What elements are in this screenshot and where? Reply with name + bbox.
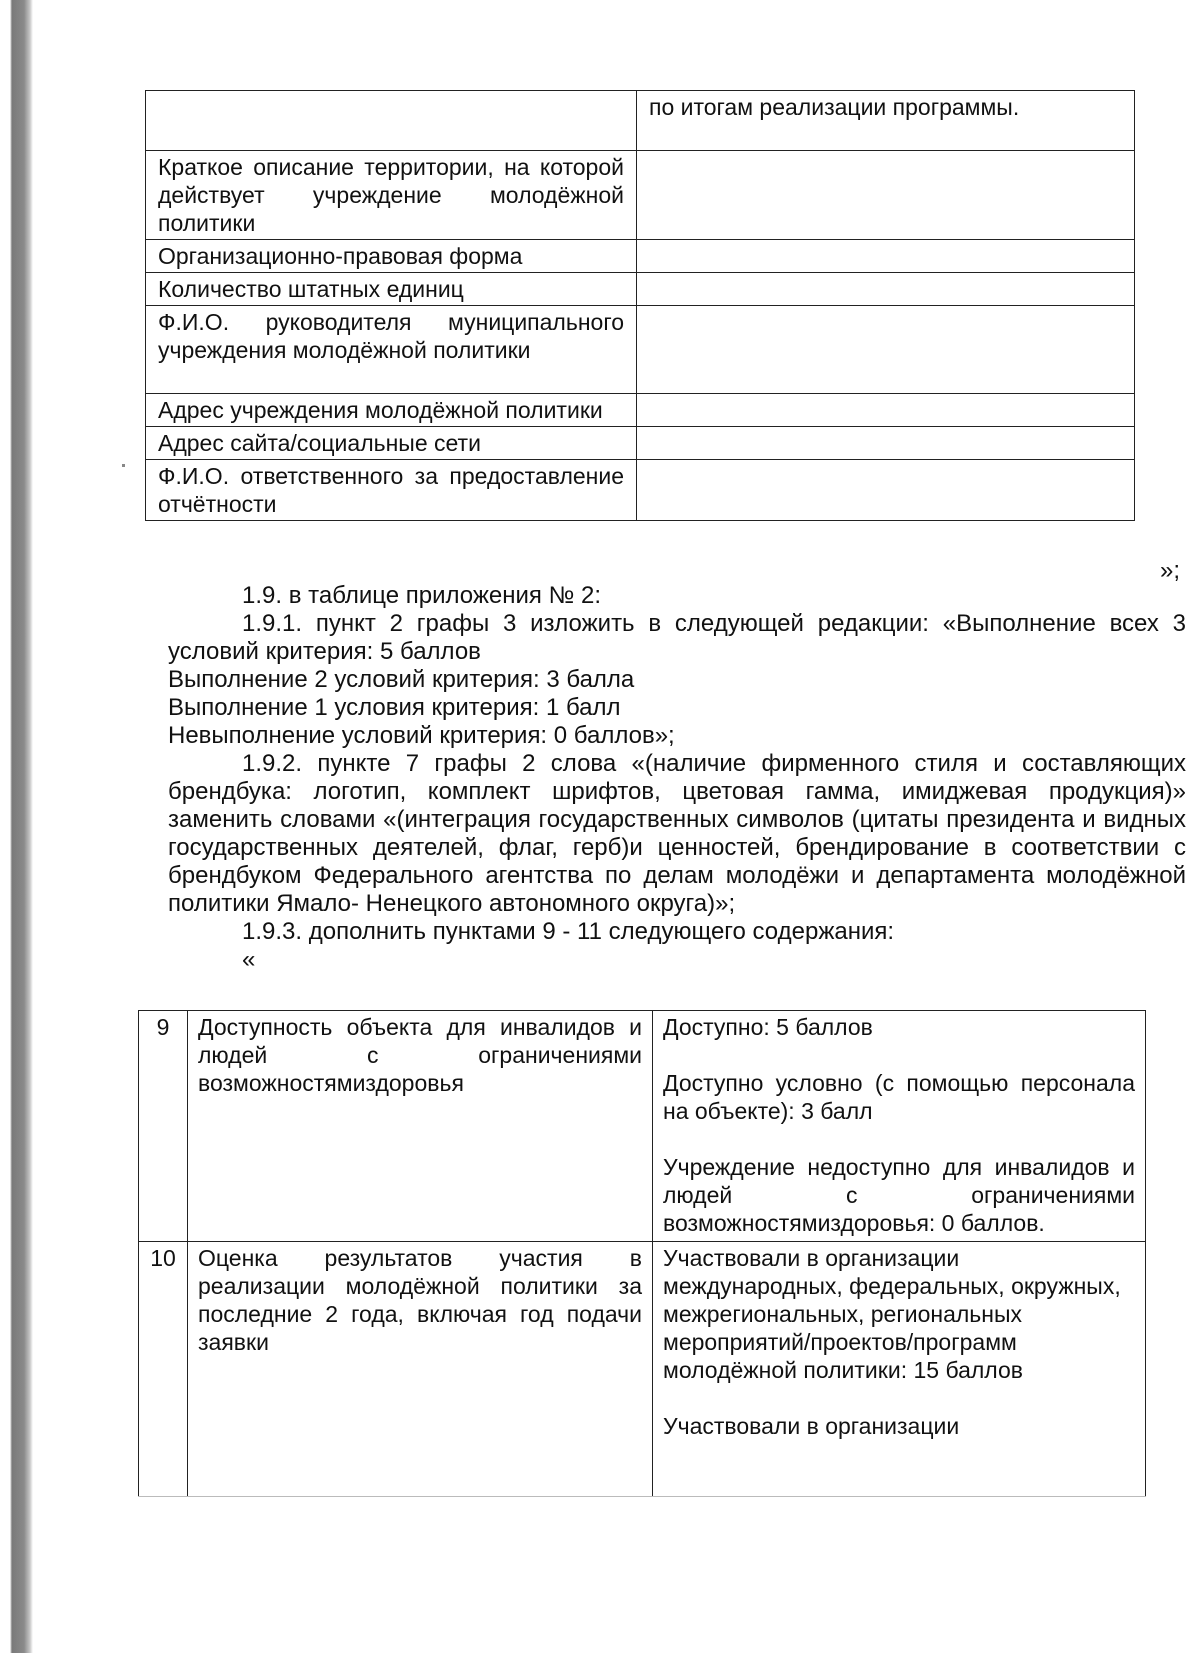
table-row [146,240,1135,273]
table-cell [637,394,1135,427]
table-cell: по итогам реализации программы. [637,91,1135,151]
paragraph: Выполнение 2 условий критерия: 3 балла [168,666,635,693]
row-number: 9 [139,1011,188,1242]
amendment-text [168,582,1186,974]
score-option: Участвовали в организации международных, федеральных, окружных, межрегиональных, региональных мероприятий/проектов/программ молодёжной политики: 15 баллов [663,1245,1121,1383]
institution-info-table [145,90,1135,521]
table-cell: Адрес сайта/социальные сети [146,427,637,460]
closing-quote: »; [1160,557,1181,584]
score-option: Учреждение недоступно для инвалидов и людей с ограничениями возможностямиздоровья: 0 баллов. [663,1154,1135,1236]
table-cell [637,240,1135,273]
table-row [146,394,1135,427]
opening-quote: « [242,946,256,973]
paragraph: Невыполнение условий критерия: 0 баллов»; [168,722,675,749]
table-cell: Организационно-правовая форма [146,240,637,273]
table-row [146,306,1135,394]
scan-speck [122,464,125,467]
table-cell [637,273,1135,306]
table-row [146,91,1135,151]
table-cell [637,460,1135,521]
score-option: Доступно: 5 баллов [663,1014,873,1040]
table-row [139,1242,1146,1497]
table-cell: Адрес учреждения молодёжной политики [146,394,637,427]
score-option: Доступно условно (с помощью персонала на объекте): 3 балл [663,1070,1135,1124]
table-row [139,1011,1146,1242]
row-number: 10 [139,1242,188,1497]
table-cell: Краткое описание территории, на которой действует учреждение молодёжной политики [146,151,637,240]
table-row [146,151,1135,240]
score-cell [653,1242,1146,1497]
table-cell: Ф.И.О. ответственного за предоставление отчётности [146,460,637,521]
table-cell [637,306,1135,394]
table-cell: Количество штатных единиц [146,273,637,306]
table-row [146,427,1135,460]
criteria-table [138,1010,1146,1497]
score-cell [653,1011,1146,1242]
paragraph: 1.9.2. пункте 7 графы 2 слова «(наличие фирменного стиля и составляющих брендбука: логотип, комплект шрифтов, цветовая гамма, имиджевая продукция)» заменить словами «(интеграция государственных символов (цитаты президента и видных государственных деятелей, флаг, герб)и ценностей, брендирование в соответствии с брендбуком Федерального агентства по делам молодёжи и департамента молодёжной политики Ямало- Ненецкого автономного округа)»; [168,750,1186,917]
table-row [146,460,1135,521]
table-cell [637,427,1135,460]
criterion-cell: Оценка результатов участия в реализации молодёжной политики за последние 2 года, включая год подачи заявки [188,1242,653,1497]
paragraph: 1.9.3. дополнить пунктами 9 - 11 следующего содержания: [242,918,895,945]
table-cell: Ф.И.О. руководителя муниципального учреждения молодёжной политики [146,306,637,394]
score-option: Участвовали в организации [663,1413,960,1439]
table-cell [146,91,637,151]
table-cell [637,151,1135,240]
scan-edge-shadow [0,0,33,1653]
paragraph: 1.9. в таблице приложения № 2: [242,582,602,609]
table-row [146,273,1135,306]
paragraph: 1.9.1. пункт 2 графы 3 изложить в следующей редакции: «Выполнение всех 3 условий критерия: 5 баллов [168,610,1186,665]
paragraph: Выполнение 1 условия критерия: 1 балл [168,694,621,721]
criterion-cell: Доступность объекта для инвалидов и людей с ограничениями возможностямиздоровья [188,1011,653,1242]
